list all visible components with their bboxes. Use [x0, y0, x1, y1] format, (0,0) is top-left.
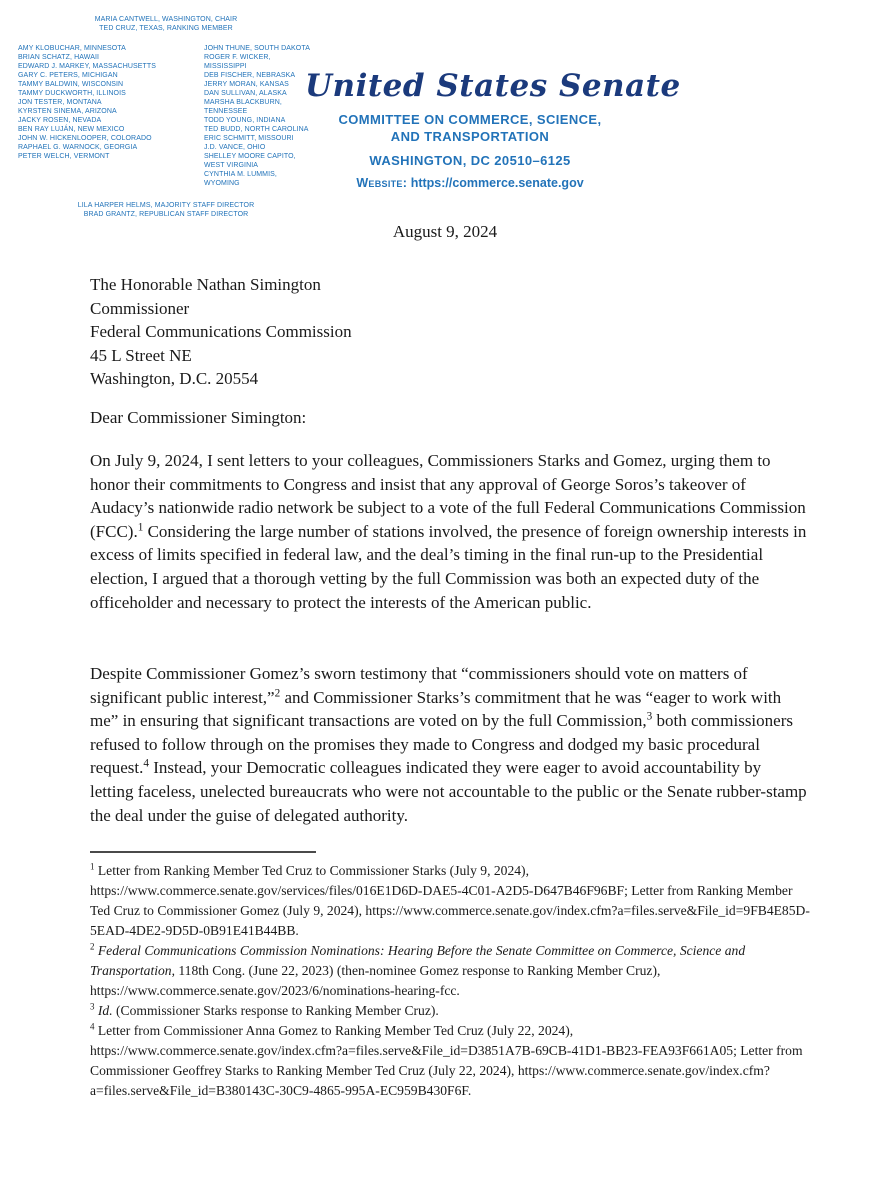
member-columns: [18, 44, 314, 188]
member-name: BEN RAY LUJÁN, NEW MEXICO: [18, 126, 125, 133]
staff-director-lines: [18, 201, 314, 219]
letterhead-roster: [18, 15, 314, 219]
footnotes-section: [90, 861, 814, 1101]
recipient-title: Commissioner: [90, 298, 190, 318]
footnote-ref-2: 2: [274, 686, 281, 699]
footnote-separator: [90, 851, 316, 853]
recipient-street: 45 L Street NE: [90, 345, 192, 365]
senate-letterhead: [305, 68, 681, 190]
paragraph-text: Despite Commissioner Gomez’s sworn testimony that “commissioners should vote on matters of significant public interest,”: [90, 664, 748, 707]
footnote-case-title: Federal Communications Commission Nominations: Hearing Before the Senate Committee on Commerce, Science and Transportation: [90, 943, 746, 978]
member-name: BRIAN SCHATZ, HAWAII: [18, 54, 100, 61]
member-name: J.D. VANCE, OHIO: [204, 144, 266, 151]
committee-name-line2: AND TRANSPORTATION: [390, 129, 550, 144]
member-name: CYNTHIA M. LUMMIS, WYOMING: [204, 171, 277, 187]
footnote-ref-1: 1: [137, 521, 144, 534]
paragraph-text: and Commissioner Starks’s commitment that he was “eager to work with me” in ensuring that significant transactions are voted on by the full Commission,: [90, 687, 782, 731]
salutation: Dear Commissioner Simington:: [90, 408, 307, 427]
footnote-2: [90, 941, 814, 1001]
footnote-1: [90, 861, 814, 941]
member-name: JOHN W. HICKENLOOPER, COLORADO: [18, 135, 152, 142]
senate-wordmark: United States Senate: [305, 68, 681, 104]
member-name: JOHN THUNE, SOUTH DAKOTA: [204, 45, 310, 52]
paragraph-text: Considering the large number of stations involved, the presence of foreign ownership interests in excess of limits specified in federal law, and the deal’s timing in the final run-up to the Presidential election, I argued that a thorough vetting by the full Commission was both an expected duty of the officeholder and necessary to protect the interests of the American public.: [90, 521, 807, 612]
footnote-marker: 3: [90, 1001, 95, 1012]
chair-line: MARIA CANTWELL, WASHINGTON, CHAIR: [94, 16, 238, 23]
footnote-ref-3: 3: [646, 710, 653, 723]
footnote-text: Letter from Commissioner Anna Gomez to Ranking Member Ted Cruz (July 22, 2024), https://www.commerce.senate.gov/index.cfm?a=files.serve&File_id=D3851A7B-69CB-41D1-BB23-FEA93F661A05; Letter from Commissioner Geoffrey Starks to Ranking Member Ted Cruz (July 22, 2024), https://www.commerce.senate.gov/index.cfm?a=files.serve&File_id=B380143C-30C9-4865-995A-EC959B430F6F.: [90, 1023, 803, 1098]
member-name: KYRSTEN SINEMA, ARIZONA: [18, 108, 117, 115]
website-label: Website:: [356, 176, 408, 190]
member-name: JACKY ROSEN, NEVADA: [18, 117, 102, 124]
majority-staff-director: LILA HARPER HELMS, MAJORITY STAFF DIRECTOR: [77, 202, 255, 209]
recipient-name: The Honorable Nathan Simington: [90, 275, 321, 294]
footnote-3: [90, 1001, 814, 1021]
member-name: ERIC SCHMITT, MISSOURI: [204, 135, 294, 142]
footnote-text: (Commissioner Starks response to Ranking Member Cruz).: [112, 1003, 439, 1018]
paragraph-text: Instead, your Democratic colleagues indicated they were eager to avoid accountability by letting faceless, unelected bureaucrats who were not accountable to the public or the Senate rubber-stamp the deal under the guise of delegated authority.: [90, 758, 807, 825]
footnote-marker: 4: [90, 1021, 95, 1032]
letter-date: August 9, 2024: [392, 222, 498, 241]
member-name: TODD YOUNG, INDIANA: [204, 117, 286, 124]
member-name: SHELLEY MOORE CAPITO, WEST VIRGINIA: [204, 153, 296, 169]
ranking-member-line: TED CRUZ, TEXAS, RANKING MEMBER: [99, 25, 233, 32]
recipient-address: [90, 273, 352, 391]
member-name: EDWARD J. MARKEY, MASSACHUSETTS: [18, 63, 157, 70]
member-name: RAPHAEL G. WARNOCK, GEORGIA: [18, 144, 138, 151]
recipient-agency: Federal Communications Commission: [90, 322, 352, 341]
member-name: TAMMY BALDWIN, WISCONSIN: [18, 81, 124, 88]
website-url: https://commerce.senate.gov: [410, 176, 584, 190]
footnote-marker: 1: [90, 861, 95, 872]
footnote-ref-4: 4: [143, 757, 149, 770]
member-name: AMY KLOBUCHAR, MINNESOTA: [18, 45, 126, 52]
member-name: JERRY MORAN, KANSAS: [204, 81, 289, 88]
committee-name-line1: COMMITTEE ON COMMERCE, SCIENCE,: [338, 112, 602, 127]
member-name: DAN SULLIVAN, ALASKA: [204, 90, 287, 97]
member-name: DEB FISCHER, NEBRASKA: [204, 72, 296, 79]
member-name: TED BUDD, NORTH CAROLINA: [204, 126, 309, 133]
members-right-column: [204, 44, 314, 188]
footnote-text: , 118th Cong. (June 22, 2023) (then-nominee Gomez response to Ranking Member Cruz), https://www.commerce.senate.gov/2023/6/nominations-hearing-fcc.: [90, 963, 661, 998]
member-name: GARY C. PETERS, MICHIGAN: [18, 72, 118, 79]
footnote-id-cite: Id.: [94, 1003, 113, 1018]
committee-address: WASHINGTON, DC 20510–6125: [369, 153, 571, 168]
member-name: ROGER F. WICKER, MISSISSIPPI: [204, 54, 271, 70]
footnote-marker: 2: [90, 941, 95, 952]
paragraph-text: On July 9, 2024, I sent letters to your colleagues, Commissioners Starks and Gomez, urging them to honor their commitments to Congress and insist that any approval of George Soros’s takeover of Audacy’s nationwide radio network be subject to a vote of the full Federal Communications Commission (FCC).: [90, 451, 806, 541]
republican-staff-director: BRAD GRANTZ, REPUBLICAN STAFF DIRECTOR: [83, 211, 249, 218]
footnote-4: [90, 1021, 814, 1101]
member-name: JON TESTER, MONTANA: [18, 99, 102, 106]
website-line: [305, 176, 635, 190]
footnote-text: Letter from Ranking Member Ted Cruz to Commissioner Starks (July 9, 2024), https://www.commerce.senate.gov/services/files/016E1D6D-DAE5-4C01-A2D5-D647B46F96BF; Letter from Ranking Member Ted Cruz to Commissioner Gomez (July 9, 2024), https://www.commerce.senate.gov/index.cfm?a=files.serve&File_id=9FB4E85D-5EAD-4DE2-9D5D-0B91E41B44BB.: [90, 863, 810, 938]
body-paragraph-1: [90, 449, 808, 614]
member-name: TAMMY DUCKWORTH, ILLINOIS: [18, 90, 126, 97]
chair-lines: [18, 15, 314, 33]
body-paragraph-2: [90, 662, 808, 827]
recipient-city: Washington, D.C. 20554: [90, 369, 259, 388]
member-name: MARSHA BLACKBURN, TENNESSEE: [204, 99, 282, 115]
paragraph-text: both commissioners refused to follow through on the promises they made to Congress and dodged my basic procedural request.: [90, 711, 793, 778]
members-left-column: [18, 44, 204, 188]
member-name: PETER WELCH, VERMONT: [18, 153, 110, 160]
